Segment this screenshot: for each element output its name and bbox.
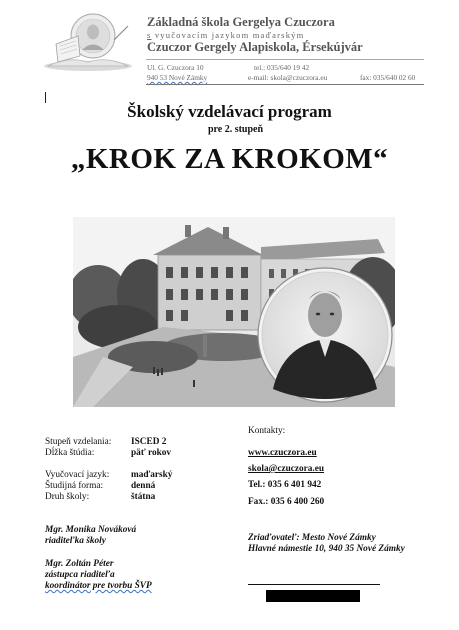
staff-1-role: riaditeľka školy: [45, 536, 106, 546]
contacts-heading: Kontakty:: [248, 426, 286, 436]
staff-1-name: Mgr. Monika Nováková: [45, 525, 137, 535]
address-city: 940 53 Nové Zámky: [147, 73, 208, 82]
school-subtitle: [147, 30, 304, 40]
detail-value-level: ISCED 2: [131, 437, 167, 447]
staff-2-name: Mgr. Zoltán Péter: [45, 559, 114, 569]
header-email[interactable]: e-mail: skola@czuczora.eu: [248, 73, 328, 82]
contact-phone: Tel.: 035 6 401 942: [248, 480, 322, 490]
staff-2-role-extra: koordinátor pre tvorbu ŠVP: [45, 581, 152, 591]
header-divider: [146, 59, 424, 60]
contact-website-link[interactable]: www.czuczora.eu: [248, 448, 317, 458]
detail-label-level: Stupeň vzdelania:: [45, 437, 112, 447]
detail-label-school-type: Druh školy:: [45, 492, 90, 502]
detail-label-language: Vyučovací jazyk:: [45, 470, 110, 480]
detail-value-school-type: štátna: [131, 492, 156, 502]
document-title: Školský vzdelávací program: [127, 102, 332, 121]
signature-line: [248, 584, 380, 585]
detail-label-duration: Dĺžka štúdia:: [45, 448, 95, 458]
document-subtitle: pre 2. stupeň: [207, 124, 264, 135]
redaction-box: [266, 590, 360, 602]
address-street: Ul. G. Czuczora 10: [147, 63, 204, 72]
header-bottom-rule: [146, 84, 424, 85]
program-name: „KROK ZA KROKOM“: [70, 143, 389, 175]
staff-2-role: zástupca riaditeľa: [45, 570, 115, 580]
school-logo: [38, 10, 138, 72]
founder-line: Zriaďovateľ: Mesto Nové Zámky: [248, 533, 376, 543]
school-name-hungarian: Czuczor Gergely Alapiskola, Érsekújvár: [147, 40, 363, 54]
subtitle-lead: s: [147, 30, 152, 40]
school-name-slovak: Základná škola Gergelya Czuczora: [147, 15, 335, 29]
contact-fax: Fax.: 035 6 400 260: [248, 497, 325, 507]
header-phone: tel.: 035/640 19 42: [254, 63, 310, 72]
detail-value-duration: päť rokov: [131, 448, 172, 458]
founder-address: Hlavné námestie 10, 940 35 Nové Zámky: [248, 544, 405, 554]
detail-label-form: Študijná forma:: [45, 481, 104, 491]
subtitle-text: vyučovacím jazykom maďarským: [151, 30, 305, 40]
school-building-photo: [73, 217, 395, 407]
contact-email-link[interactable]: skola@czuczora.eu: [248, 464, 325, 474]
detail-value-form: denná: [131, 481, 156, 491]
header-fax: fax: 035/640 02 60: [360, 73, 416, 82]
detail-value-language: maďarský: [131, 470, 173, 480]
